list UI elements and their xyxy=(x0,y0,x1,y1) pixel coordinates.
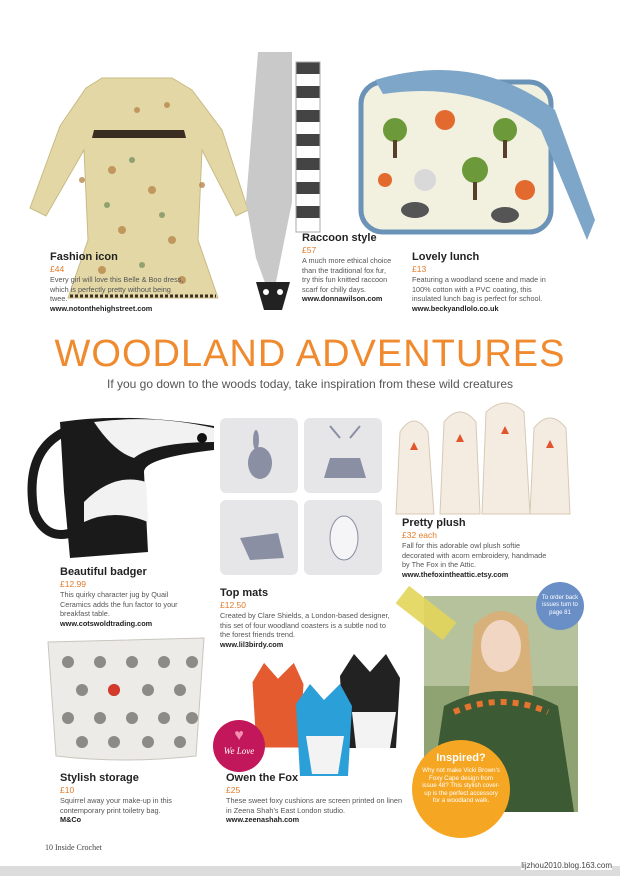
toiletry-bag-image xyxy=(44,636,208,766)
product-desc: This quirky character jug by Quail Ceramics adds the fun factor to your breakfast table. xyxy=(60,590,178,618)
product-fashion xyxy=(50,251,190,314)
product-title: Beautiful badger xyxy=(60,566,147,578)
heart-icon: ♥ xyxy=(234,727,244,744)
product-desc: These sweet foxy cushions are screen printed on linen in Zeena Shah's East London studio. xyxy=(226,796,403,815)
product-price: £12.50 xyxy=(220,600,246,610)
owl-plush-image xyxy=(394,402,574,518)
back-issues-text: To order back issues turn to page 81 xyxy=(541,594,579,616)
product-price: £57 xyxy=(302,245,317,255)
product-desc: Fall for this adorable owl plush softie decorated with acorn embroidery, handmade by The Fox in the Attic. xyxy=(402,541,547,569)
product-storage xyxy=(60,772,200,825)
product-url: M&Co xyxy=(60,815,82,824)
product-url[interactable]: www.thefoxintheattic.etsy.com xyxy=(402,569,509,579)
lunch-bag-image xyxy=(355,70,603,270)
product-title: Lovely lunch xyxy=(412,251,480,263)
product-title: Raccoon style xyxy=(302,232,377,244)
page-headline: WOODLAND ADVENTURES xyxy=(54,333,566,375)
product-title: Top mats xyxy=(220,587,269,599)
product-badger xyxy=(60,566,200,629)
product-price: £12.99 xyxy=(60,579,86,589)
product-lunch xyxy=(412,251,560,314)
product-url[interactable]: www.zeenashah.com xyxy=(226,815,300,824)
we-love-text: We Love xyxy=(223,746,255,756)
product-desc: Every girl will love this Belle & Boo dress, which is perfectly pretty without being twee. xyxy=(50,275,184,303)
source-credit: lijzhou2010.blog.163.com xyxy=(521,861,612,870)
coasters-image xyxy=(220,418,382,578)
product-price: £44 xyxy=(50,264,65,274)
product-price: £32 each xyxy=(402,530,437,540)
inspired-badge xyxy=(412,740,510,838)
product-url[interactable]: www.lil3birdy.com xyxy=(220,639,284,649)
product-price: £13 xyxy=(412,264,427,274)
product-desc: Created by Clare Shields, a London-based designer, this set of four woodland coasters is a subtle nod to the forest friends trend. xyxy=(220,611,390,639)
product-desc: Squirrel away your make-up in this contemporary print toiletry bag. xyxy=(60,796,172,815)
product-plush xyxy=(402,517,552,580)
product-price: £10 xyxy=(60,785,75,795)
product-url[interactable]: www.beckyandlolo.co.uk xyxy=(412,303,499,313)
inspired-title: Inspired? xyxy=(436,752,486,764)
product-url[interactable]: www.cotswoldtrading.com xyxy=(60,618,153,628)
product-fox xyxy=(226,772,404,825)
page-footer: 10 Inside Crochet xyxy=(45,843,102,852)
back-issues-badge[interactable] xyxy=(536,582,584,630)
we-love-badge xyxy=(213,720,265,772)
product-desc: Featuring a woodland scene and made in 100% cotton with a PVC coating, this insulated lunch bag is perfect for school. xyxy=(412,275,546,303)
product-title: Stylish storage xyxy=(60,772,139,784)
inspired-body: Why not make Vicki Brown's Foxy Cape design from issue 48? This stylish cover-up is the perfect accessory for a woodland walk. xyxy=(422,767,500,804)
product-raccoon xyxy=(302,232,392,304)
product-title: Owen the Fox xyxy=(226,772,299,784)
product-price: £25 xyxy=(226,785,241,795)
fox-cushions-image xyxy=(244,652,406,778)
product-desc: A much more ethical choice than the traditional fox fur, try this fun knitted raccoon scarf for chilly days. xyxy=(302,256,392,294)
page-standfirst: If you go down to the woods today, take inspiration from these wild creatures xyxy=(107,377,513,391)
product-title: Pretty plush xyxy=(402,517,466,529)
product-title: Fashion icon xyxy=(50,251,118,263)
badger-jug-image xyxy=(24,412,220,562)
product-url[interactable]: www.donnawilson.com xyxy=(302,294,383,303)
product-url[interactable]: www.notonthehighstreet.com xyxy=(50,303,153,313)
product-mats xyxy=(220,587,398,650)
